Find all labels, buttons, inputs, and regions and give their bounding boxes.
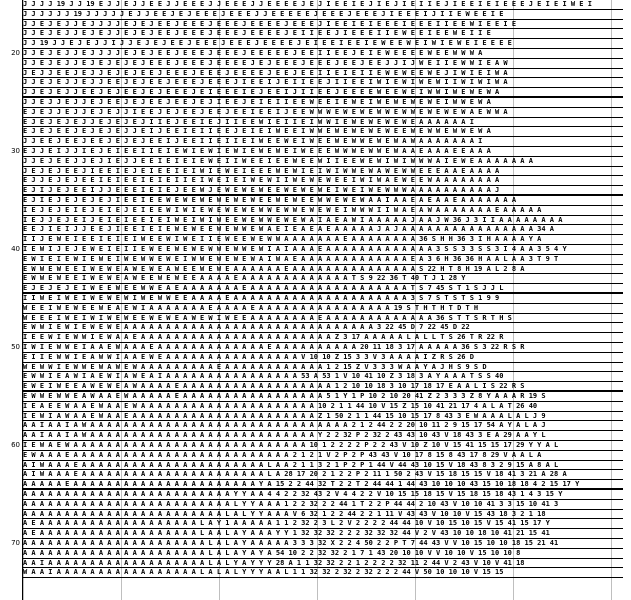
grid-section-line bbox=[611, 0, 612, 600]
grid-section-line bbox=[317, 0, 318, 600]
chart-row: E J I E J E J E J E J I E E I E E W E W E W E W E W E W E E W E W E E W W E W E W A A I A A E A E A A E A A A A A A A bbox=[23, 196, 623, 206]
chart-row: J E J E J E E J I E E I E J E I E E I E I W I E W E I E E E W E W I E I W I W W E W A W E W W E E E A A E A A A A bbox=[23, 167, 623, 177]
chart-row: E W W I E A W I A E W I A W E A I A A A A A A A A A A A A A A A A 53 A 53 1 V 10 41 10 Z 3 18 3 A Y A A A T S S 40 bbox=[23, 372, 623, 382]
chart-row: E W I E I E W I E W E I W E W W E W E I W W E W E W E W A I W A E A A A A A A A A A A A A A E A 3 6 H 36 36 H A A L A A 3 T 9 T bbox=[23, 255, 623, 265]
row-number-label: 30 bbox=[11, 147, 20, 155]
chart-row: A I W A A A E A A A A A A A A A A A A A A A A A A A A A A L A 28 17 20 2 1 2 2 P 2 11 1 50 2 43 V 15 18 15 15 V 18 41 3 21 A 28 A bbox=[23, 470, 623, 480]
grid-section-line bbox=[121, 0, 122, 600]
chart-row: W E E E I W E I W I W E W E E W E W E A W E W I W E E A A A A A A A A E A A A A A A A A A A A A A 36 S T T S R T H S bbox=[23, 314, 623, 324]
chart-row: E E J I E I J J E E J I E E I E I E W E W E E W E W W E W A E I E A E A E A A A A A J A J A A A A A A A A A A A A A A A A 34 A bbox=[23, 225, 623, 235]
chart-row: E W W E W E E I W E W E A W E E W E W E E A A A A E A A A A A A A A A A A A A T S 9 22 36 T 40 T J 1 28 Y bbox=[23, 274, 623, 284]
chart-row: I I W E I W E I W E W E W I W E W W E E A A A A E A A A A A A A A A A A A A A A A A A A A A 3 S 7 S T S T S 1 9 9 bbox=[23, 294, 623, 304]
chart-row: A A A A A A A A A A A A A A A A A A A A A A L A L A Y A A A A A 3 3 3 32 X 2 2 4 50 2 2 P T 7 44 43 V V 10 15 10 10 18 15 21 41 bbox=[23, 539, 623, 549]
chart-row: A A A A A A A A A A A A A A A A A A A A A A A A L A L Y Y A A A V 6 32 1 2 2 44 2 2 1 11 V 43 43 V 10 10 V 15 43 18 3 2 1 18 bbox=[23, 510, 623, 520]
chart-row: A A A A A A A A A A A A A A A A A A A A A A A A A L Y Y A A A 1 2 2 32 2 2 44 1 T 2 2 P 44 44 2 10 43 V 10 10 41 3 3 15 10 41 3 bbox=[23, 500, 623, 510]
chart-row: E W E I W E E A W E W E A W A A A A E A A A A A A A A A A A A A A A A A A 1 2 10 10 18 3 10 17 18 17 E A A L I S 22 R S bbox=[23, 382, 623, 392]
row-number-label: 40 bbox=[11, 245, 20, 253]
chart-row: J J E J E J J E J J E E J E J E E J E E E J E E E J I E E I J E I I E E J I I E E I W I E W I W E W I I W I W I W A bbox=[23, 78, 623, 88]
chart-row: E J E J E E J E J E J E J J E I J E E I E I I E E J E I E I W E E I W W E W E W E W E W E E W E W W E W W E W A bbox=[23, 127, 623, 137]
grid-section-line bbox=[415, 0, 416, 600]
chart-row: I E W I J E J E W E I E I I E W E E W E W E W W E W W E W I A I A A A E A A A A A A A A A A A A A 3 S S 3 3 S S 3 I 4 A A 3 5 4 Y bbox=[23, 245, 623, 255]
chart-row: J J E J E J J E J J J J E J E J E E J E E E J E E E J E E E E E J E E I I E E J E I E W E E E E W E E W W W A bbox=[23, 49, 623, 59]
chart-row: E I I E W W I E A W W I A A E W E A A A A A A A A A A A A A A A A V 10 10 Z 15 3 3 V 3 A A A A I Z R S 26 D bbox=[23, 353, 623, 363]
row-number-label: 60 bbox=[11, 441, 20, 449]
chart-row: E W W E W W E A W A A E W A A A A A E A A A A A A A A A A A A A A A A A 5 1 Y 1 P 10 2 10 20 41 Z 2 3 3 3 Z 8 Y A A A R 19 S bbox=[23, 392, 623, 402]
chart-row: J J E J J E J J E J E E J E J E E J E E J E J I E E J E I E I I E E W E E I E W E I W E W E W E W E I W W E W A bbox=[23, 98, 623, 108]
chart-row: E J E J E J E I W E E W E E W W E A E A A A A A A A E A A A A A A A A A A A A A A A A A A A T S 7 45 S T 1 S J J L bbox=[23, 284, 623, 294]
chart-row: E J E J J E J J E J E J J I E E J E J E E J E E J E E I E E I J E E W W W E W E W E W W E W W E W E W E W A E W W A bbox=[23, 108, 623, 118]
chart-row: I E A E E W A A E W A A E W A A A A A A A A A A A A A A A A A A A A A 10 2 1 1 44 10 V 15 Z 15 10 41 21 17 4 A L A T 26 40 bbox=[23, 402, 623, 412]
symbol-grid bbox=[22, 0, 623, 600]
chart-row: J J E J E E J J E J I E J J E E I E I E I E W E I I W E E I E E W E E W I I E E W E W I W I W W W A I E W E A A A A A A A bbox=[23, 157, 623, 167]
chart-row: W A A I A A A A A A A A A A A A A A A A A L A L A L Y Y Y A A L 1 1 32 32 2 32 2 32 2 2 2 44 V 50 10 10 10 V 15 15 bbox=[23, 568, 623, 578]
chart-row: J J E J E J J E E J E J E E J E J E E E J E I E E E I E J E E I J I I E E J E E E E W E E W E I W W I W E W E W A bbox=[23, 88, 623, 98]
chart-row: E J J E J E J E E I E I E E I E I E I I E I W E I E I W E W I I W E W E W E E I W I W A E W E E W A A A A A A A A bbox=[23, 176, 623, 186]
chart-row: W E E I W E W E E W E A E W I A A A A A A A E A A A A E A A A A A A A A A A A A A A A A 19 S T H T H T D T H bbox=[23, 304, 623, 314]
chart-row: A A I A A A A A A A A A A A A A A A A A A A L A L Y A Y Y Y 28 A 1 1 32 32 2 2 1 2 2 2 2 32 11 2 44 V 2 43 V 10 V 41 18 bbox=[23, 559, 623, 569]
chart-row: J J E J E J J E J E J E J E J E E E J E E E J E E E E J E J E E E J E E E J E E J E E J J I J W E I I E W W I E A W bbox=[23, 59, 623, 69]
chart-row: A A I A A I A W A A A A A A A A A A A A A A A A A A A A A A A A A A A Y 2 2 32 P 2 32 2 43 43 10 43 V 18 43 3 E A 29 A A Y L bbox=[23, 431, 623, 441]
chart-row: A A I A A I A W A A A A A A A A A A A A A A A A A A A A A A A A A A A A A A A 2 1 2 44 2 2 20 10 11 2 9 15 17 54 A Y A L A J bbox=[23, 421, 623, 431]
chart-row: A A A A A E A A A A A A A A A A A A A A A A A A A A A A Y A 15 2 2 44 32 T 2 2 T 2 44 44 1 44 43 10 10 10 43 15 10 18 18 4 2 15 17 Y bbox=[23, 480, 623, 490]
chart-row: A A A A A A A A A A A A A A A A A A A A A A A A A Y Y A A 4 4 2 2 32 43 2 V 4 4 2 2 V 10 15 15 18 15 V 15 18 15 18 43 1 4 3 15 Y bbox=[23, 490, 623, 500]
chart-row: E J E J E J E J J E J E J E J I I E J E E I E J I I E E W I E I I E I W W I E W E W E W E W E A A A A A A I bbox=[23, 118, 623, 128]
row-number-label: 50 bbox=[11, 343, 20, 351]
chart-row: I W I E W W E I A A E W A A A E A A A A A A A A A A A A A E A A A A A A A A A A 20 11 18 3 17 A A A A A 36 S 3 22 R S R bbox=[23, 343, 623, 353]
chart-row: E W W E W E E I W E W E A W E W E A W E E W E W E A A A A A A E A A A A A A A A A A A A A A A S 22 H T 8 H 19 A L 2 8 A bbox=[23, 265, 623, 275]
grid-section-line bbox=[219, 0, 220, 600]
chart-row: I E E W I E W W I E W A A E A A A A A A A A A A A A A A A A A A A A A A A Z 3 17 A A A A A L A L L T S 26 T R 22 R bbox=[23, 333, 623, 343]
chart-row: J E J J E E J E J J E J E J E E J E E E J E E E J E E E E J E E J E E I I E I E I I E W E W E E W E J I W I E I W A bbox=[23, 69, 623, 79]
chart-row: J J 19 J J E J E J J I J J E J E J E E J E E E J E E E J E E E E J E I E E I E E I E W E E W E I W I E W E I E E E E bbox=[23, 39, 623, 49]
chart-row: E J J E I J J I E J E I E E I I E I E W I E W I E W I E W E W E I W E E E W W W E W W E W A A E A A A E E A A A bbox=[23, 147, 623, 157]
grid-section-line bbox=[23, 0, 24, 600]
chart-row: I E W A E W A A A A A A A A A A A A A A A A A A A A A A A A A A A A 10 1 2 2 2 2 P 2 2 43 V 10 Z 10 V 15 41 15 15 17 29 Y Y A L bbox=[23, 441, 623, 451]
chart-row: A E A A A A A A A A A A A A A A A A A A A L A A L A Y A A A Y Y 1 32 32 32 2 2 2 32 32 32 44 V 2 V 43 10 10 18 10 41 21 15 41 bbox=[23, 529, 623, 539]
chart-row: A A A A A A A A A A A A A A A A A A A A A A L A L A Y A Y A 54 10 2 2 32 32 2 1 7 1 43 20 10 10 V V 10 10 V 15 10 10 8 bbox=[23, 549, 623, 559]
chart-row: J J E J E J J E J E J J E J E J E E J E E E J E E E J E E E E J E I I E E J I E E E I I E W E E I E E W E I I E bbox=[23, 29, 623, 39]
chart-row: I E W I A W A A E W A A E A A A A A A A A A A A A A A A A A A A A A A Z 1 50 2 1 1 44 15 10 15 17 8 43 3 E W A A A L A L J 9 bbox=[23, 412, 623, 422]
row-number-column bbox=[0, 0, 22, 600]
chart-row: W E W W I E W W E W A W E W A A A A A A A A A E A A A A A A A A A A A A 1 2 15 Z V 3 3 3 W A A Y A J H S 9 S D bbox=[23, 363, 623, 373]
chart-row: I E J E J E I E J E I E J E I E E W I W I E W E W E W E W W E W W E W E W E I W W W I I W A E A W A A A A A A A E A A A A A bbox=[23, 206, 623, 216]
chart-row: E J I J E J E E I J J E E E I E I E J E E W J E W E W E W E E W E W E W E I W E I W E W W W A A A A A A A A A A J bbox=[23, 186, 623, 196]
chart-row: A I W A A A E A A A A A A A A A A A A A A A A A A A A A A L A A 2 1 1 3 2 1 P 2 P 1 44 V 44 43 10 15 V 18 43 8 3 2 9 15 A 8 A L bbox=[23, 461, 623, 471]
chart-row: I E J J E J E I J E I E I E E I E I W E I W I W E E W E W W E W E W A I A E A W I A A A A A J A A J W 36 J 3 I I A A A A A A A A bbox=[23, 216, 623, 226]
chart-row: A E A A A A A A A A A A A A A A A A A A A L A Y 1 A A A A A 1 1 2 32 2 3 L 2 V 2 2 2 2 44 44 10 V 10 15 10 15 V 15 41 15 17 Y bbox=[23, 519, 623, 529]
chart-row: J J J J J J 19 J J J J J E J J E E J E J E E E J E E E J J E E E E E J E E E J E E E J I E E E I J I I E W E E I E bbox=[23, 10, 623, 20]
chart-row: E W A A A E A A A A A A A A A A A A A A A A A A A A A A A A A A 2 1 2 1 V 2 P 2 P 43 43 V 10 17 8 15 8 43 17 8 29 V A A L A bbox=[23, 451, 623, 461]
chart-row: I I J E W E I E E I E I E I W E E W I W E I I E W E E W E W W A A A A A A A E A A A A A A A A 36 S H H 36 3 I H A A A A Y A bbox=[23, 235, 623, 245]
chart-row: E W W I E W I E W E W E A A A A A A A A A A A A A A A A A A A A A A A A A A A A A A 3 22 45 D 7 22 45 D 22 bbox=[23, 323, 623, 333]
chart-row: J J J J 19 J J 19 E J J E J J E E J J E E E J J E E E J J E E E E J E J I E E I E J I E J I E I I E J I E E I E I E E E J E I E I W E I bbox=[23, 0, 623, 10]
row-number-label: 20 bbox=[11, 49, 20, 57]
grid-section-line bbox=[513, 0, 514, 600]
row-number-label: 70 bbox=[11, 539, 20, 547]
chart-row: J J E E J E E J E E J E J E J E E I J E E I I E I I E I W E E W E I W E E W E W W E W E W A W A A A A A A A I bbox=[23, 137, 623, 147]
chart-row: J J E J E J J E J J J J E J E J E E J E E E J E E E J E E E E J E E E J I E E I E I E E E I E E E I I E E W I E E I E bbox=[23, 20, 623, 30]
